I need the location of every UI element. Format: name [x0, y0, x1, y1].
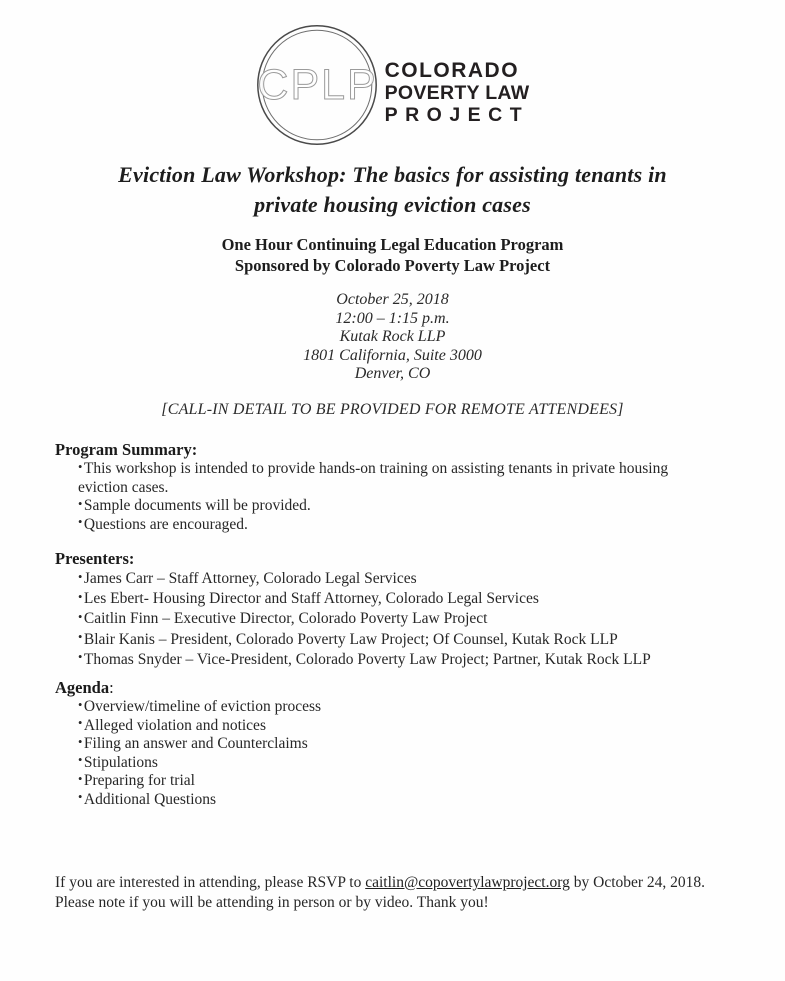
event-venue: Kutak Rock LLP	[339, 328, 446, 346]
list-item: • Overview/timeline of eviction process	[78, 698, 760, 717]
cplp-monogram-circle	[256, 24, 378, 146]
rsvp-email-link[interactable]: caitlin@copovertylawproject.org	[365, 874, 570, 891]
event-date: October 25, 2018	[336, 291, 449, 308]
cplp-monogram: CPLP	[257, 60, 378, 109]
list-item: • James Carr – Staff Attorney, Colorado Legal Services	[78, 569, 760, 589]
heading-bold: Program Summary:	[55, 440, 198, 459]
list-item: • Blair Kanis – President, Colorado Poverty Law Project; Of Counsel, Kutak Rock LLP	[78, 630, 760, 650]
rsvp-text-after: by October 24, 2018. Please note if you will be attending in person or by video. Thank you!	[55, 874, 706, 911]
list-item: • Additional Questions	[78, 791, 760, 810]
event-address: 1801 California, Suite 3000	[303, 346, 482, 364]
program-summary-list	[55, 460, 760, 534]
wordmark-line: PROJECT	[384, 104, 530, 126]
list-item: • Les Ebert- Housing Director and Staff Attorney, Colorado Legal Services	[78, 589, 760, 609]
list-item: • Sample documents will be provided.	[78, 497, 690, 516]
callin-note: [CALL-IN DETAIL TO BE PROVIDED FOR REMOTE ATTENDEES]	[161, 401, 624, 418]
rsvp-text-before: If you are interested in attending, please RSVP to	[55, 874, 366, 891]
heading-bold: Agenda	[55, 678, 110, 697]
section-heading	[55, 678, 760, 697]
title-line-2: private housing eviction cases	[254, 192, 531, 217]
heading-rest: :	[109, 678, 114, 697]
event-time: 12:00 – 1:15 p.m.	[335, 309, 450, 327]
program-subtitle	[0, 235, 785, 276]
list-item: • Questions are encouraged.	[78, 516, 690, 535]
section-agenda	[55, 678, 760, 810]
heading-bold: Presenters:	[55, 549, 135, 568]
rsvp-note	[55, 873, 747, 912]
subtitle-line-2: Sponsored by Colorado Poverty Law Project	[234, 255, 551, 275]
title-line-1: Eviction Law Workshop: The basics for assisting tenants in	[118, 162, 667, 187]
wordmark-line: COLORADO	[384, 59, 520, 82]
presenters-list	[55, 569, 760, 670]
page-title	[0, 160, 785, 220]
section-presenters	[55, 549, 760, 670]
section-heading	[55, 549, 760, 568]
event-details	[0, 291, 785, 384]
list-item: • This workshop is intended to provide hands-on training on assisting tenants in private housing eviction cases.	[78, 460, 690, 497]
list-item: • Caitlin Finn – Executive Director, Colorado Poverty Law Project	[78, 609, 760, 629]
list-item: • Thomas Snyder – Vice-President, Colorado Poverty Law Project; Partner, Kutak Rock LLP	[78, 650, 760, 670]
section-program-summary	[55, 440, 760, 534]
event-city: Denver, CO	[354, 365, 431, 383]
agenda-list	[55, 698, 760, 810]
list-item: • Filing an answer and Counterclaims	[78, 735, 760, 754]
list-item: • Preparing for trial	[78, 772, 760, 791]
cplp-logo	[0, 24, 785, 146]
list-item: • Alleged violation and notices	[78, 717, 760, 736]
list-item: • Stipulations	[78, 754, 760, 773]
logo-wordmark	[385, 60, 530, 126]
subtitle-line-1: One Hour Continuing Legal Education Program	[221, 235, 564, 254]
section-heading	[55, 440, 760, 459]
wordmark-line: POVERTY LAW	[384, 82, 530, 104]
